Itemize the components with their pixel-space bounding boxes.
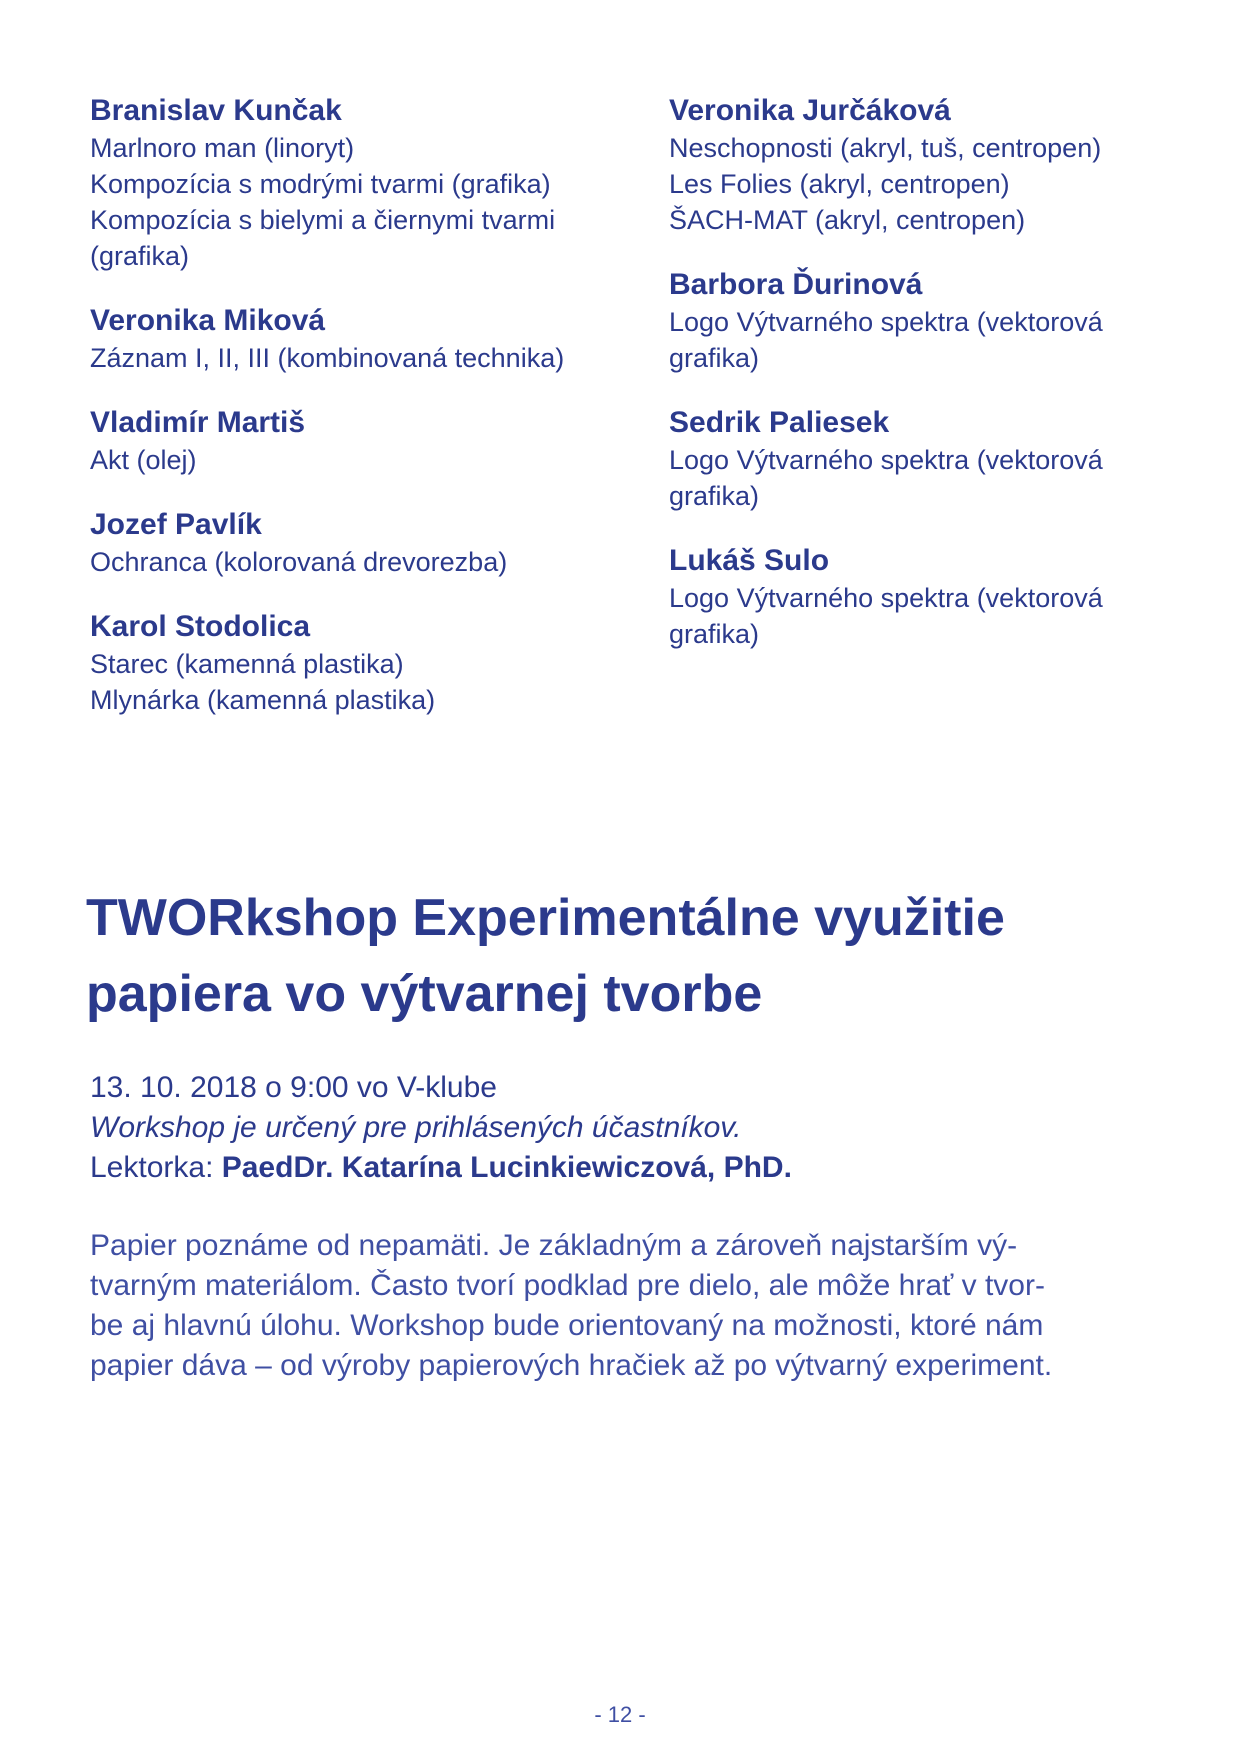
artist-entry xyxy=(669,92,1189,238)
artwork-title: Neschopnosti (akryl, tuš, centropen) xyxy=(669,133,1102,163)
artist-name: Veronika Jurčáková xyxy=(669,94,951,127)
artwork-title: grafika) xyxy=(669,481,760,511)
artist-name: Veronika Miková xyxy=(90,304,326,337)
artists-column-right xyxy=(669,92,1189,680)
workshop-title-line: papiera vo výtvarnej tvorbe xyxy=(86,965,763,1023)
artwork-title: Ochranca (kolorovaná drevorezba) xyxy=(90,547,508,577)
artist-name: Sedrik Paliesek xyxy=(669,406,890,439)
artwork-title: grafika) xyxy=(669,343,760,373)
artist-entry xyxy=(669,542,1189,652)
artist-entry xyxy=(90,404,650,478)
artwork-title: Logo Výtvarného spektra (vektorová xyxy=(669,583,1103,613)
artist-name: Lukáš Sulo xyxy=(669,544,830,577)
description-line: Papier poznáme od nepamäti. Je základným a zároveň najstarším vý- xyxy=(90,1229,1018,1262)
workshop-lecturer xyxy=(90,1148,1176,1188)
artwork-title: Mlynárka (kamenná plastika) xyxy=(90,685,436,715)
artist-entry xyxy=(90,92,650,274)
artwork-title: ŠACH-MAT (akryl, centropen) xyxy=(669,205,1026,235)
artists-column-left xyxy=(90,92,650,746)
artist-name: Barbora Ďurinová xyxy=(669,268,923,301)
artwork-title: (grafika) xyxy=(90,241,190,271)
artist-name: Vladimír Martiš xyxy=(90,406,306,439)
artwork-title: Logo Výtvarného spektra (vektorová xyxy=(669,307,1103,337)
workshop-section xyxy=(86,880,1176,1386)
page-number: - 12 - xyxy=(594,1702,646,1727)
workshop-note: Workshop je určený pre prihlásených účastníkov. xyxy=(90,1111,742,1144)
workshop-details xyxy=(90,1068,1176,1188)
artwork-title: Logo Výtvarného spektra (vektorová xyxy=(669,445,1103,475)
description-line: papier dáva – od výroby papierových hračiek až po výtvarný experiment. xyxy=(90,1349,1053,1382)
description-line: be aj hlavnú úlohu. Workshop bude orientovaný na možnosti, ktoré nám xyxy=(90,1309,1044,1342)
artwork-title: Záznam I, II, III (kombinovaná technika) xyxy=(90,343,565,373)
description-line: tvarným materiálom. Často tvorí podklad pre dielo, ale môže hrať v tvor- xyxy=(90,1269,1045,1302)
lecturer-name: PaedDr. Katarína Lucinkiewiczová, PhD. xyxy=(221,1151,792,1184)
artist-entry xyxy=(669,404,1189,514)
artwork-title: Starec (kamenná plastika) xyxy=(90,649,404,679)
artist-entry xyxy=(90,302,650,376)
artist-name: Branislav Kunčak xyxy=(90,94,342,127)
workshop-description xyxy=(90,1226,1160,1386)
artist-entry xyxy=(669,266,1189,376)
artist-name: Jozef Pavlík xyxy=(90,508,262,541)
artist-entry xyxy=(90,608,650,718)
artwork-title: Marlnoro man (linoryt) xyxy=(90,133,355,163)
workshop-title-line: TWORkshop Experimentálne využitie xyxy=(86,889,1005,947)
workshop-title xyxy=(86,880,1176,1032)
artwork-title: Les Folies (akryl, centropen) xyxy=(669,169,1010,199)
workshop-date: 13. 10. 2018 o 9:00 vo V-klube xyxy=(90,1071,497,1104)
artwork-title: grafika) xyxy=(669,619,760,649)
artist-entry xyxy=(90,506,650,580)
artwork-title: Kompozícia s bielymi a čiernymi tvarmi xyxy=(90,205,556,235)
artist-name: Karol Stodolica xyxy=(90,610,311,643)
artwork-title: Kompozícia s modrými tvarmi (grafika) xyxy=(90,169,551,199)
artwork-title: Akt (olej) xyxy=(90,445,197,475)
lecturer-label: Lektorka: xyxy=(90,1151,222,1184)
